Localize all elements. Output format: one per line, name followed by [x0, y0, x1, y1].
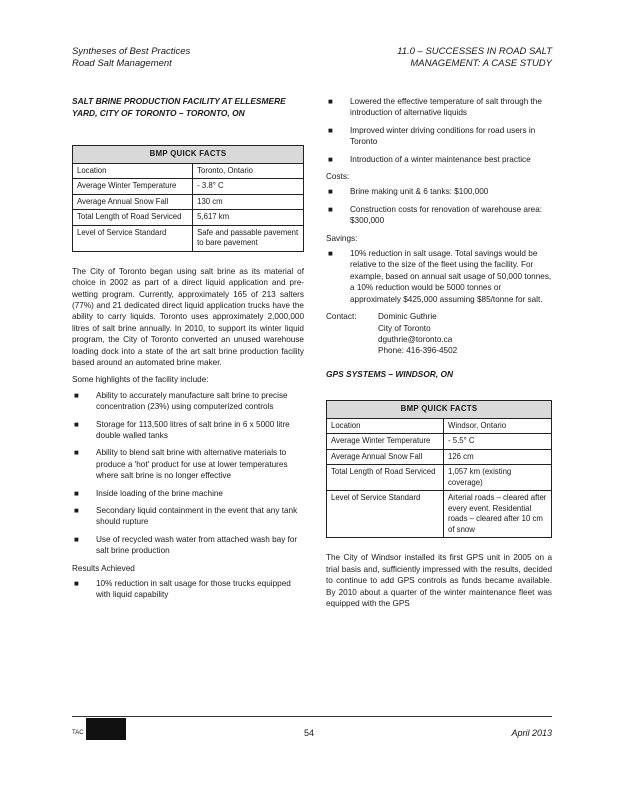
results-list [72, 578, 304, 601]
fact-value: 1,057 km (existing coverage) [444, 465, 552, 491]
list-item-text: Introduction of a winter maintenance best practice [350, 154, 531, 164]
contact-block [326, 311, 552, 357]
table-row [73, 163, 304, 179]
header-right-line1: 11.0 – SUCCESSES IN ROAD SALT [397, 46, 552, 57]
footer-logo-mark: TAC [72, 730, 84, 736]
savings-list [326, 248, 552, 305]
list-item [326, 96, 552, 119]
left-column [72, 96, 304, 607]
fact-value: Windsor, Ontario [444, 418, 552, 434]
list-item [326, 248, 552, 305]
page-number: 54 [304, 728, 315, 738]
right-column [326, 96, 552, 615]
list-item-text: Inside loading of the brine machine [96, 488, 223, 498]
contact-label: Contact: [326, 312, 357, 322]
toronto-quickfacts-table [72, 145, 304, 252]
fact-value: Safe and passable pavement to bare pavement [193, 225, 304, 251]
header-left [72, 46, 190, 70]
list-item [72, 390, 304, 413]
fact-value: Toronto, Ontario [193, 163, 304, 179]
fact-key: Location [327, 418, 444, 434]
list-item-text: 10% reduction in salt usage. Total savings would be relative to the size of the fleet using the facility. For example, based on annual salt usage of 50,000 tonnes, a 10% reduction would be 5000 tonnes or approximately $425,000 assuming $85/tonne for salt. [350, 249, 552, 304]
fact-value: 5,617 km [193, 210, 304, 226]
windsor-quickfacts-table [326, 400, 552, 538]
table-row [327, 465, 552, 491]
list-item [72, 488, 304, 499]
list-item [326, 125, 552, 148]
contact-email: dguthrie@toronto.ca [378, 334, 453, 344]
windsor-paragraph: The City of Windsor installed its first GPS unit in 2005 on a trial basis and, sufficiently impressed with the results, decided to continue to add GPS controls as funds became available. By 2010 about a quarter of the winter maintenance fleet was equipped with the GPS [326, 553, 552, 608]
list-item-text: Secondary liquid containment in the event that any tank should rupture [96, 506, 298, 527]
table-row [327, 449, 552, 465]
checkbox-bullet-icon: ■ [74, 390, 79, 400]
fact-key: Average Annual Snow Fall [327, 449, 444, 465]
header-left-line1: Syntheses of Best Practices [72, 46, 191, 57]
checkbox-bullet-icon: ■ [74, 579, 79, 589]
fact-key: Level of Service Standard [73, 225, 193, 251]
highlights-intro: Some highlights of the facility include: [72, 375, 209, 385]
checkbox-bullet-icon: ■ [74, 419, 79, 429]
header-left-line2: Road Salt Management [72, 58, 172, 69]
checkbox-bullet-icon: ■ [74, 448, 79, 458]
fact-key: Average Winter Temperature [73, 179, 193, 195]
footer-divider [72, 716, 552, 717]
table-row [327, 434, 552, 450]
fact-key: Total Length of Road Serviced [327, 465, 444, 491]
checkbox-bullet-icon: ■ [328, 187, 333, 197]
list-item [72, 447, 304, 481]
footer-date: April 2013 [511, 728, 552, 738]
header-right-line2: MANAGEMENT: A CASE STUDY [410, 58, 552, 69]
list-item [326, 204, 552, 227]
savings-label: Savings: [326, 233, 358, 243]
fact-key: Level of Service Standard [327, 491, 444, 538]
fact-key: Average Annual Snow Fall [73, 194, 193, 210]
contact-details [378, 311, 457, 357]
list-item-text: Ability to blend salt brine with alternative materials to produce a 'hot' product for use at lower temperatures where salt brine is no longer effective [96, 448, 288, 481]
results-list-continued [326, 96, 552, 165]
windsor-section-title: GPS SYSTEMS – WINDSOR, ON [326, 368, 454, 379]
table-row [73, 194, 304, 210]
table-row [73, 210, 304, 226]
checkbox-bullet-icon: ■ [328, 125, 333, 135]
checkbox-bullet-icon: ■ [328, 204, 333, 214]
contact-org: City of Toronto [378, 323, 431, 333]
list-item [72, 505, 304, 528]
costs-list [326, 186, 552, 226]
contact-phone: Phone: 416-396-4502 [378, 346, 458, 356]
fact-key: Total Length of Road Serviced [73, 210, 193, 226]
list-item-text: Improved winter driving conditions for road users in Toronto [350, 125, 536, 147]
costs-label: Costs: [326, 172, 350, 182]
checkbox-bullet-icon: ■ [74, 534, 79, 544]
checkbox-bullet-icon: ■ [328, 97, 333, 106]
checkbox-bullet-icon: ■ [328, 249, 333, 259]
list-item-text: Ability to accurately manufacture salt brine to precise concentration (23%) using computerized controls [96, 390, 288, 412]
list-item-text: Brine making unit & 6 tanks: $100,000 [350, 187, 489, 197]
list-item [72, 578, 304, 601]
list-item-text: Construction costs for renovation of warehouse area: $300,000 [350, 204, 543, 226]
toronto-quickfacts-title: BMP QUICK FACTS [73, 146, 304, 164]
fact-value: 126 cm [444, 449, 552, 465]
list-item [326, 154, 552, 165]
list-item [326, 186, 552, 197]
list-item [72, 534, 304, 557]
fact-key: Average Winter Temperature [327, 434, 444, 450]
table-row [327, 418, 552, 434]
fact-value: Arterial roads – cleared after every event. Residential roads – cleared after 10 cm of snow [444, 491, 552, 538]
footer-black-block [86, 718, 126, 740]
header-right [397, 46, 552, 70]
fact-key: Location [73, 163, 193, 179]
fact-value: - 5.5° C [444, 434, 552, 450]
fact-value: 130 cm [193, 194, 304, 210]
checkbox-bullet-icon: ■ [74, 488, 79, 498]
highlights-list [72, 390, 304, 557]
windsor-quickfacts-title: BMP QUICK FACTS [327, 401, 552, 419]
table-row [327, 491, 552, 538]
checkbox-bullet-icon: ■ [74, 506, 79, 515]
checkbox-bullet-icon: ■ [328, 154, 333, 164]
table-row [73, 225, 304, 251]
list-item-text: Use of recycled wash water from attached wash bay for salt brine production [96, 534, 298, 556]
contact-name: Dominic Guthrie [378, 312, 437, 322]
results-label: Results Achieved [72, 563, 135, 573]
list-item-text: Lowered the effective temperature of salt through the introduction of alternative liquids [350, 97, 542, 118]
fact-value: - 3.8° C [193, 179, 304, 195]
toronto-section-title: SALT BRINE PRODUCTION FACILITY AT ELLESMERE YARD, CITY OF TORONTO – TORONTO, ON [72, 96, 286, 118]
toronto-intro-paragraph: The City of Toronto began using salt brine as its material of choice in 2002 as part of a direct liquid application and pre-wetting program. Currently, approximately 165 of 213 salters (77%) and 21 dedicated direct liquid application trucks have the ability to carry liquids. Toronto uses approximately 2,000,000 litres of salt brine annually. In 2010, to support its winter liquid program, the City of Toronto converted an unused warehouse loading dock into a state of the art salt brine production facility based around an automated brine maker. [72, 266, 304, 367]
list-item-text: 10% reduction in salt usage for those trucks equipped with liquid capability [96, 579, 291, 600]
list-item [72, 419, 304, 442]
table-row [73, 179, 304, 195]
list-item-text: Storage for 113,500 litres of salt brine in 6 x 5000 litre double walled tanks [96, 419, 290, 440]
